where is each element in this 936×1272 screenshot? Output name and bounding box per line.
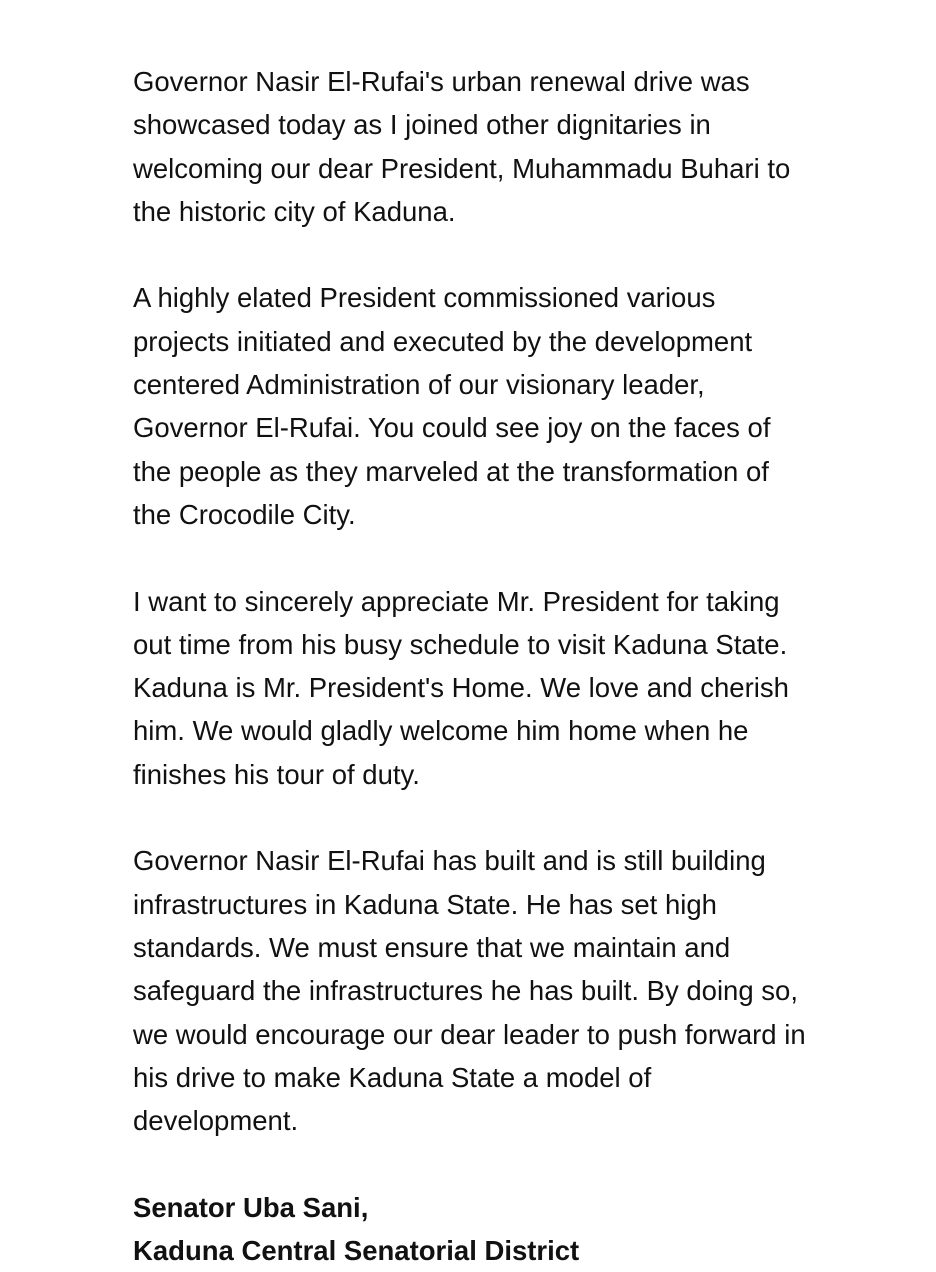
paragraph-line: projects initiated and executed by the development	[133, 325, 753, 357]
paragraph-2	[133, 276, 873, 536]
paragraph-line: the Crocodile City.	[133, 498, 356, 530]
paragraph-line: the people as they marveled at the transformation of	[133, 455, 769, 487]
paragraph-line: infrastructures in Kaduna State. He has set high	[133, 888, 717, 920]
paragraph-line: him. We would gladly welcome him home when he	[133, 715, 749, 747]
paragraph-line: Governor Nasir El-Rufai's urban renewal drive was	[133, 66, 750, 97]
paragraph-line: Governor El-Rufai. You could see joy on the faces of	[133, 412, 771, 444]
paragraph-3	[133, 580, 873, 796]
paragraph-line: the historic city of Kaduna.	[133, 195, 456, 227]
paragraph-line: A highly elated President commissioned various	[133, 282, 716, 314]
paragraph-line: development.	[133, 1105, 299, 1137]
paragraph-line: finishes his tour of duty.	[133, 758, 420, 790]
signature-block	[133, 1186, 873, 1272]
paragraph-line: Kaduna is Mr. President's Home. We love and cherish	[133, 672, 789, 704]
paragraph-line: we would encourage our dear leader to push forward in	[133, 1018, 806, 1050]
paragraph-4	[133, 839, 873, 1142]
paragraph-line: I want to sincerely appreciate Mr. President for taking	[133, 585, 780, 617]
paragraph-line: showcased today as I joined other dignitaries in	[133, 109, 711, 141]
document-body	[133, 60, 873, 1272]
signature-title: Kaduna Central Senatorial District	[133, 1235, 580, 1267]
paragraph-line: centered Administration of our visionary leader,	[133, 369, 705, 401]
paragraph-line: his drive to make Kaduna State a model of	[133, 1061, 652, 1093]
signature-name: Senator Uba Sani,	[133, 1191, 369, 1223]
paragraph-line: out time from his busy schedule to visit Kaduna State.	[133, 628, 788, 660]
paragraph-line: welcoming our dear President, Muhammadu Buhari to	[133, 152, 791, 184]
paragraph-1	[133, 60, 873, 233]
paragraph-line: standards. We must ensure that we maintain and	[133, 931, 731, 963]
paragraph-line: Governor Nasir El-Rufai has built and is still building	[133, 845, 766, 877]
paragraph-line: safeguard the infrastructures he has built. By doing so,	[133, 975, 798, 1007]
